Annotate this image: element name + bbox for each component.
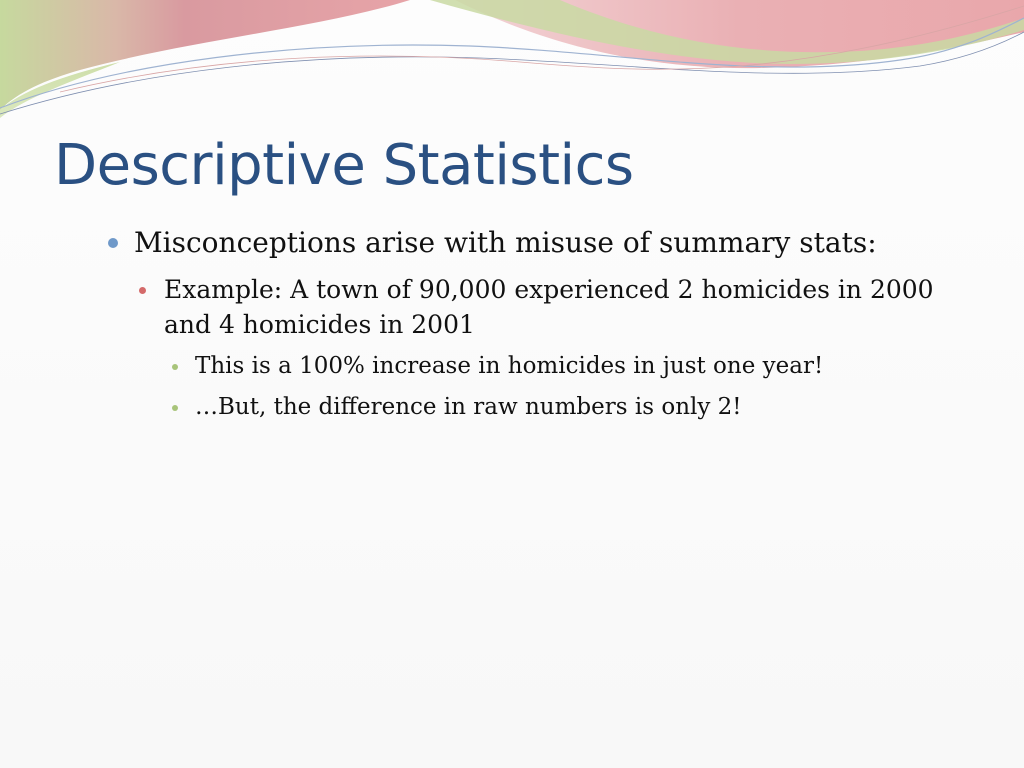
- bullet-dot-green: [172, 405, 178, 411]
- decorative-wave-banner: [0, 0, 1024, 130]
- bullet-text: This is a 100% increase in homicides in just one year!: [195, 353, 824, 379]
- bullet-dot-blue: [108, 238, 118, 248]
- bullet-level3: [195, 350, 823, 382]
- bullet-text: Misconceptions arise with misuse of summary stats:: [134, 226, 877, 259]
- bullet-level1: [134, 224, 877, 262]
- bullet-text: Example: A town of 90,000 experienced 2 homicides in 2000 and 4 homicides in 2001: [164, 275, 934, 339]
- bullet-level2: [164, 272, 964, 342]
- bullet-level3: [195, 391, 742, 423]
- slide-title: Descriptive Statistics: [54, 133, 634, 198]
- wave-band-left: [0, 0, 410, 110]
- bullet-dot-green: [172, 364, 178, 370]
- bullet-text: …But, the difference in raw numbers is only 2!: [195, 394, 742, 420]
- bullet-dot-red: [139, 287, 146, 294]
